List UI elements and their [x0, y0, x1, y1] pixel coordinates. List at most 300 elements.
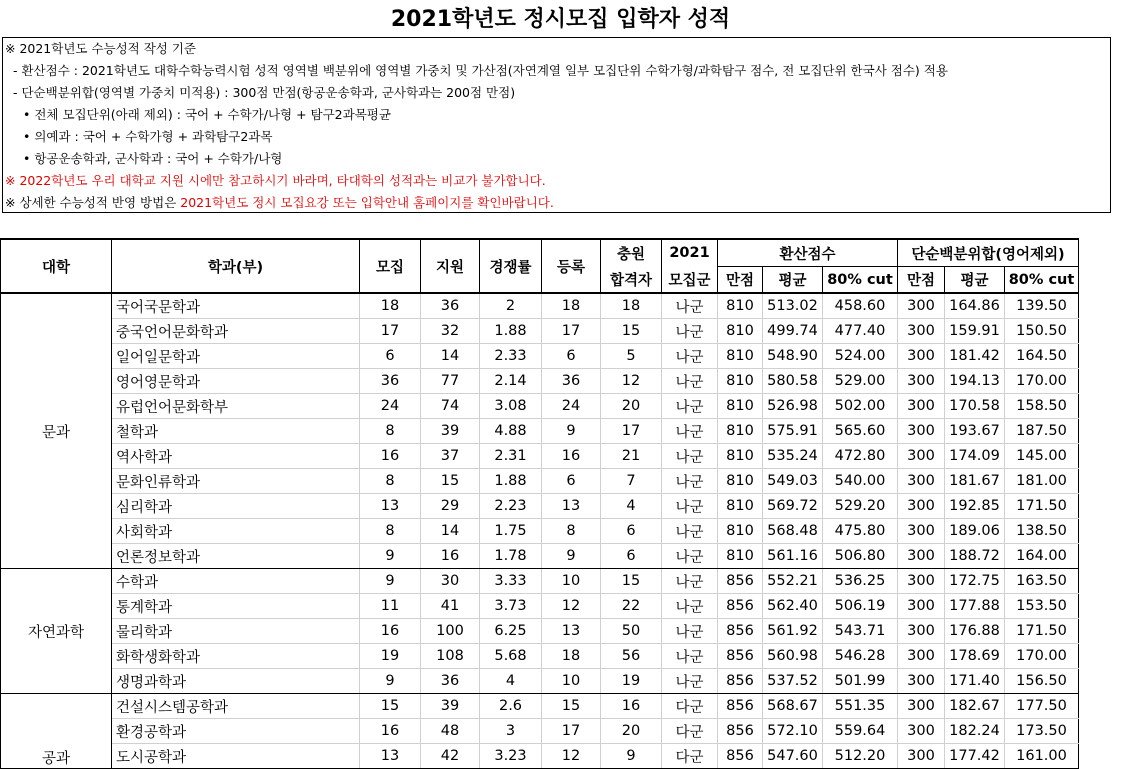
applicants-cell: 48	[421, 719, 480, 744]
converted-max-cell: 810	[718, 494, 763, 519]
percentile-cut-cell: 181.00	[1005, 469, 1079, 494]
percentile-avg-cell: 194.13	[945, 369, 1005, 394]
quota-cell: 24	[360, 394, 421, 419]
converted-max-cell: 810	[718, 319, 763, 344]
converted-max-cell: 856	[718, 744, 763, 769]
header-percentile-cut: 80% cut	[1005, 267, 1079, 294]
additional-cell: 50	[601, 619, 662, 644]
additional-cell: 19	[601, 669, 662, 694]
dept-cell: 일어일문학과	[112, 344, 360, 369]
ratio-cell: 2.23	[480, 494, 542, 519]
percentile-avg-cell: 182.24	[945, 719, 1005, 744]
additional-cell: 9	[601, 744, 662, 769]
percentile-avg-cell: 192.85	[945, 494, 1005, 519]
additional-cell: 20	[601, 394, 662, 419]
table-row	[1, 619, 1079, 644]
additional-cell: 15	[601, 319, 662, 344]
header-competition-ratio: 경쟁률	[480, 239, 542, 293]
table-row	[1, 519, 1079, 544]
percentile-max-cell: 300	[898, 719, 945, 744]
converted-avg-cell: 526.98	[763, 394, 823, 419]
converted-cut-cell: 565.60	[823, 419, 898, 444]
converted-max-cell: 856	[718, 569, 763, 594]
percentile-cut-cell: 171.50	[1005, 494, 1079, 519]
table-row	[1, 344, 1079, 369]
converted-avg-cell: 568.67	[763, 694, 823, 719]
ratio-cell: 3.08	[480, 394, 542, 419]
quota-cell: 16	[360, 719, 421, 744]
percentile-max-cell: 300	[898, 444, 945, 469]
percentile-max-cell: 300	[898, 419, 945, 444]
header-additional-bottom: 합격자	[601, 267, 662, 294]
percentile-cut-cell: 164.00	[1005, 544, 1079, 569]
converted-cut-cell: 524.00	[823, 344, 898, 369]
converted-max-cell: 810	[718, 293, 763, 319]
quota-cell: 18	[360, 293, 421, 319]
converted-avg-cell: 562.40	[763, 594, 823, 619]
percentile-avg-cell: 182.67	[945, 694, 1005, 719]
converted-cut-cell: 472.80	[823, 444, 898, 469]
ratio-cell: 2.6	[480, 694, 542, 719]
enrolled-cell: 6	[542, 469, 601, 494]
converted-avg-cell: 513.02	[763, 293, 823, 319]
header-department: 학과(부)	[112, 239, 360, 293]
applicants-cell: 39	[421, 419, 480, 444]
note-all-units: • 전체 모집단위(아래 제외) : 국어 + 수학가/나형 + 탐구2과목평균	[23, 107, 391, 122]
percentile-cut-cell: 164.50	[1005, 344, 1079, 369]
header-converted-avg: 평균	[763, 267, 823, 294]
table-row	[1, 494, 1079, 519]
additional-cell: 7	[601, 469, 662, 494]
group-cell: 나군	[662, 394, 718, 419]
percentile-cut-cell: 173.50	[1005, 719, 1079, 744]
dept-cell: 화학생화학과	[112, 644, 360, 669]
converted-max-cell: 810	[718, 519, 763, 544]
percentile-max-cell: 300	[898, 319, 945, 344]
group-cell: 나군	[662, 444, 718, 469]
converted-max-cell: 856	[718, 669, 763, 694]
applicants-cell: 30	[421, 569, 480, 594]
percentile-cut-cell: 170.00	[1005, 369, 1079, 394]
converted-cut-cell: 529.20	[823, 494, 898, 519]
quota-cell: 16	[360, 619, 421, 644]
converted-avg-cell: 535.24	[763, 444, 823, 469]
ratio-cell: 2.14	[480, 369, 542, 394]
dept-cell: 중국언어문화학과	[112, 319, 360, 344]
quota-cell: 8	[360, 419, 421, 444]
percentile-avg-cell: 172.75	[945, 569, 1005, 594]
converted-avg-cell: 569.72	[763, 494, 823, 519]
converted-max-cell: 810	[718, 469, 763, 494]
converted-avg-cell: 547.60	[763, 744, 823, 769]
percentile-max-cell: 300	[898, 369, 945, 394]
applicants-cell: 74	[421, 394, 480, 419]
applicants-cell: 15	[421, 469, 480, 494]
converted-max-cell: 810	[718, 419, 763, 444]
table-row	[1, 694, 1079, 719]
converted-cut-cell: 529.00	[823, 369, 898, 394]
group-cell: 나군	[662, 494, 718, 519]
dept-cell: 유럽언어문화학부	[112, 394, 360, 419]
converted-cut-cell: 512.20	[823, 744, 898, 769]
table-row	[1, 544, 1079, 569]
converted-cut-cell: 506.80	[823, 544, 898, 569]
percentile-max-cell: 300	[898, 494, 945, 519]
enrolled-cell: 16	[542, 444, 601, 469]
applicants-cell: 100	[421, 619, 480, 644]
percentile-max-cell: 300	[898, 594, 945, 619]
group-cell: 나군	[662, 469, 718, 494]
percentile-avg-cell: 177.88	[945, 594, 1005, 619]
percentile-avg-cell: 174.09	[945, 444, 1005, 469]
converted-cut-cell: 536.25	[823, 569, 898, 594]
group-cell: 나군	[662, 293, 718, 319]
note-warning: ※ 2022학년도 우리 대학교 지원 시에만 참고하시기 바라며, 타대학의 성적과는 비교가 불가합니다.	[5, 173, 546, 188]
enrolled-cell: 15	[542, 694, 601, 719]
converted-max-cell: 810	[718, 369, 763, 394]
additional-cell: 22	[601, 594, 662, 619]
enrolled-cell: 24	[542, 394, 601, 419]
percentile-cut-cell: 163.50	[1005, 569, 1079, 594]
table-row	[1, 469, 1079, 494]
group-cell: 다군	[662, 719, 718, 744]
applicants-cell: 14	[421, 344, 480, 369]
ratio-cell: 1.88	[480, 319, 542, 344]
dept-cell: 심리학과	[112, 494, 360, 519]
percentile-avg-cell: 176.88	[945, 619, 1005, 644]
quota-cell: 9	[360, 569, 421, 594]
percentile-avg-cell: 193.67	[945, 419, 1005, 444]
percentile-cut-cell: 139.50	[1005, 293, 1079, 319]
additional-cell: 56	[601, 644, 662, 669]
percentile-max-cell: 300	[898, 293, 945, 319]
converted-max-cell: 810	[718, 344, 763, 369]
converted-avg-cell: 561.16	[763, 544, 823, 569]
percentile-cut-cell: 170.00	[1005, 644, 1079, 669]
applicants-cell: 14	[421, 519, 480, 544]
percentile-cut-cell: 158.50	[1005, 394, 1079, 419]
enrolled-cell: 36	[542, 369, 601, 394]
converted-max-cell: 810	[718, 444, 763, 469]
enrolled-cell: 12	[542, 594, 601, 619]
converted-max-cell: 856	[718, 719, 763, 744]
percentile-cut-cell: 153.50	[1005, 594, 1079, 619]
enrolled-cell: 17	[542, 319, 601, 344]
header-enrolled: 등록	[542, 239, 601, 293]
table-row	[1, 569, 1079, 594]
percentile-max-cell: 300	[898, 669, 945, 694]
additional-cell: 5	[601, 344, 662, 369]
ratio-cell: 5.68	[480, 644, 542, 669]
applicants-cell: 16	[421, 544, 480, 569]
admission-score-table	[0, 238, 1079, 769]
group-cell: 나군	[662, 344, 718, 369]
quota-cell: 13	[360, 744, 421, 769]
additional-cell: 18	[601, 293, 662, 319]
enrolled-cell: 10	[542, 569, 601, 594]
college-cell-engineering: 공과	[1, 694, 112, 769]
note-details-prefix: ※ 상세한 수능성적 반영 방법은	[5, 195, 181, 210]
ratio-cell: 2.31	[480, 444, 542, 469]
dept-cell: 철학과	[112, 419, 360, 444]
notes-box	[2, 37, 1111, 213]
group-cell: 나군	[662, 669, 718, 694]
percentile-max-cell: 300	[898, 569, 945, 594]
percentile-cut-cell: 177.50	[1005, 694, 1079, 719]
header-converted-cut: 80% cut	[823, 267, 898, 294]
converted-cut-cell: 458.60	[823, 293, 898, 319]
dept-cell: 도시공학과	[112, 744, 360, 769]
percentile-avg-cell: 181.67	[945, 469, 1005, 494]
ratio-cell: 4.88	[480, 419, 542, 444]
college-cell-humanities: 문과	[1, 293, 112, 569]
converted-cut-cell: 502.00	[823, 394, 898, 419]
applicants-cell: 29	[421, 494, 480, 519]
converted-cut-cell: 546.28	[823, 644, 898, 669]
table-row	[1, 744, 1079, 769]
enrolled-cell: 9	[542, 544, 601, 569]
header-additional-top: 충원	[601, 239, 662, 267]
table-row	[1, 319, 1079, 344]
quota-cell: 15	[360, 694, 421, 719]
additional-cell: 4	[601, 494, 662, 519]
additional-cell: 6	[601, 544, 662, 569]
dept-cell: 사회학과	[112, 519, 360, 544]
additional-cell: 17	[601, 419, 662, 444]
header-percentile-max: 만점	[898, 267, 945, 294]
enrolled-cell: 8	[542, 519, 601, 544]
applicants-cell: 36	[421, 293, 480, 319]
enrolled-cell: 17	[542, 719, 601, 744]
percentile-avg-cell: 164.86	[945, 293, 1005, 319]
quota-cell: 11	[360, 594, 421, 619]
dept-cell: 문화인류학과	[112, 469, 360, 494]
percentile-max-cell: 300	[898, 619, 945, 644]
percentile-max-cell: 300	[898, 394, 945, 419]
dept-cell: 통계학과	[112, 594, 360, 619]
converted-avg-cell: 568.48	[763, 519, 823, 544]
percentile-avg-cell: 189.06	[945, 519, 1005, 544]
enrolled-cell: 6	[542, 344, 601, 369]
ratio-cell: 1.75	[480, 519, 542, 544]
percentile-avg-cell: 188.72	[945, 544, 1005, 569]
percentile-max-cell: 300	[898, 694, 945, 719]
percentile-cut-cell: 161.00	[1005, 744, 1079, 769]
percentile-cut-cell: 145.00	[1005, 444, 1079, 469]
converted-cut-cell: 551.35	[823, 694, 898, 719]
group-cell: 다군	[662, 694, 718, 719]
dept-cell: 수학과	[112, 569, 360, 594]
converted-max-cell: 856	[718, 694, 763, 719]
percentile-avg-cell: 170.58	[945, 394, 1005, 419]
group-cell: 다군	[662, 744, 718, 769]
header-quota: 모집	[360, 239, 421, 293]
converted-max-cell: 856	[718, 619, 763, 644]
converted-cut-cell: 540.00	[823, 469, 898, 494]
group-cell: 나군	[662, 419, 718, 444]
group-cell: 나군	[662, 594, 718, 619]
dept-cell: 역사학과	[112, 444, 360, 469]
converted-avg-cell: 499.74	[763, 319, 823, 344]
additional-cell: 15	[601, 569, 662, 594]
header-converted-score: 환산점수	[718, 239, 898, 267]
converted-avg-cell: 548.90	[763, 344, 823, 369]
percentile-cut-cell: 187.50	[1005, 419, 1079, 444]
table-row	[1, 669, 1079, 694]
converted-max-cell: 810	[718, 394, 763, 419]
applicants-cell: 108	[421, 644, 480, 669]
applicants-cell: 32	[421, 319, 480, 344]
enrolled-cell: 10	[542, 669, 601, 694]
note-percentile-sum: - 단순백분위합(영역별 가중치 미적용) : 300점 만점(항공운송학과, 군사학과는 200점 만점)	[13, 85, 516, 100]
applicants-cell: 39	[421, 694, 480, 719]
quota-cell: 16	[360, 444, 421, 469]
group-cell: 나군	[662, 519, 718, 544]
converted-avg-cell: 549.03	[763, 469, 823, 494]
group-cell: 나군	[662, 569, 718, 594]
percentile-avg-cell: 181.42	[945, 344, 1005, 369]
header-college: 대학	[1, 239, 112, 293]
enrolled-cell: 18	[542, 293, 601, 319]
applicants-cell: 41	[421, 594, 480, 619]
ratio-cell: 2	[480, 293, 542, 319]
percentile-max-cell: 300	[898, 344, 945, 369]
dept-cell: 언론정보학과	[112, 544, 360, 569]
header-percentile-sum: 단순백분위합(영어제외)	[898, 239, 1079, 267]
converted-avg-cell: 580.58	[763, 369, 823, 394]
quota-cell: 13	[360, 494, 421, 519]
table-row	[1, 394, 1079, 419]
converted-avg-cell: 537.52	[763, 669, 823, 694]
quota-cell: 8	[360, 519, 421, 544]
percentile-max-cell: 300	[898, 544, 945, 569]
table-row	[1, 293, 1079, 319]
group-cell: 나군	[662, 544, 718, 569]
group-cell: 나군	[662, 644, 718, 669]
table-body	[1, 293, 1079, 769]
ratio-cell: 1.78	[480, 544, 542, 569]
enrolled-cell: 12	[542, 744, 601, 769]
converted-cut-cell: 559.64	[823, 719, 898, 744]
quota-cell: 9	[360, 669, 421, 694]
applicants-cell: 42	[421, 744, 480, 769]
table-row	[1, 444, 1079, 469]
quota-cell: 9	[360, 544, 421, 569]
percentile-max-cell: 300	[898, 469, 945, 494]
additional-cell: 16	[601, 694, 662, 719]
percentile-avg-cell: 177.42	[945, 744, 1005, 769]
dept-cell: 국어국문학과	[112, 293, 360, 319]
percentile-cut-cell: 150.50	[1005, 319, 1079, 344]
additional-cell: 12	[601, 369, 662, 394]
applicants-cell: 37	[421, 444, 480, 469]
header-converted-max: 만점	[718, 267, 763, 294]
quota-cell: 17	[360, 319, 421, 344]
college-cell-science: 자연과학	[1, 569, 112, 694]
ratio-cell: 3.23	[480, 744, 542, 769]
group-cell: 나군	[662, 319, 718, 344]
dept-cell: 환경공학과	[112, 719, 360, 744]
note-details	[5, 192, 554, 214]
percentile-avg-cell: 178.69	[945, 644, 1005, 669]
table-row	[1, 419, 1079, 444]
enrolled-cell: 13	[542, 494, 601, 519]
percentile-max-cell: 300	[898, 519, 945, 544]
ratio-cell: 1.88	[480, 469, 542, 494]
percentile-cut-cell: 156.50	[1005, 669, 1079, 694]
note-medicine: • 의예과 : 국어 + 수학가형 + 과학탐구2과목	[23, 129, 273, 144]
sheet-title: 2021학년도 정시모집 입학자 성적	[390, 7, 731, 32]
header-group-top: 2021	[662, 239, 718, 267]
converted-cut-cell: 501.99	[823, 669, 898, 694]
enrolled-cell: 13	[542, 619, 601, 644]
percentile-max-cell: 300	[898, 644, 945, 669]
dept-cell: 건설시스템공학과	[112, 694, 360, 719]
converted-cut-cell: 475.80	[823, 519, 898, 544]
ratio-cell: 6.25	[480, 619, 542, 644]
ratio-cell: 3	[480, 719, 542, 744]
converted-cut-cell: 506.19	[823, 594, 898, 619]
converted-avg-cell: 560.98	[763, 644, 823, 669]
percentile-avg-cell: 159.91	[945, 319, 1005, 344]
converted-max-cell: 856	[718, 644, 763, 669]
converted-cut-cell: 477.40	[823, 319, 898, 344]
header-percentile-avg: 평균	[945, 267, 1005, 294]
percentile-max-cell: 300	[898, 744, 945, 769]
table-row	[1, 594, 1079, 619]
quota-cell: 36	[360, 369, 421, 394]
dept-cell: 물리학과	[112, 619, 360, 644]
header-applicants: 지원	[421, 239, 480, 293]
table-row	[1, 719, 1079, 744]
converted-max-cell: 810	[718, 544, 763, 569]
applicants-cell: 36	[421, 669, 480, 694]
converted-cut-cell: 543.71	[823, 619, 898, 644]
table-row	[1, 644, 1079, 669]
additional-cell: 20	[601, 719, 662, 744]
group-cell: 나군	[662, 619, 718, 644]
converted-avg-cell: 552.21	[763, 569, 823, 594]
additional-cell: 6	[601, 519, 662, 544]
applicants-cell: 77	[421, 369, 480, 394]
converted-avg-cell: 561.92	[763, 619, 823, 644]
converted-max-cell: 856	[718, 594, 763, 619]
group-cell: 나군	[662, 369, 718, 394]
enrolled-cell: 18	[542, 644, 601, 669]
note-converted-score: - 환산점수 : 2021학년도 대학수학능력시험 성적 영역별 백분위에 영역별 가중치 및 가산점(자연계열 일부 모집단위 수학가형/과학탐구 점수, 전 모집단위 한국사 점수) 적용	[13, 63, 948, 78]
dept-cell: 영어영문학과	[112, 369, 360, 394]
additional-cell: 21	[601, 444, 662, 469]
ratio-cell: 2.33	[480, 344, 542, 369]
converted-avg-cell: 575.91	[763, 419, 823, 444]
converted-avg-cell: 572.10	[763, 719, 823, 744]
header-group-bottom: 모집군	[662, 267, 718, 294]
ratio-cell: 3.33	[480, 569, 542, 594]
quota-cell: 19	[360, 644, 421, 669]
note-aviation-military: • 항공운송학과, 군사학과 : 국어 + 수학가/나형	[23, 151, 283, 166]
percentile-cut-cell: 171.50	[1005, 619, 1079, 644]
quota-cell: 6	[360, 344, 421, 369]
table-row	[1, 369, 1079, 394]
percentile-cut-cell: 138.50	[1005, 519, 1079, 544]
note-criteria-heading: ※ 2021학년도 수능성적 작성 기준	[5, 41, 197, 56]
dept-cell: 생명과학과	[112, 669, 360, 694]
enrolled-cell: 9	[542, 419, 601, 444]
quota-cell: 8	[360, 469, 421, 494]
note-details-link-text: 2021학년도 정시 모집요강 또는 입학안내 홈페이지를 확인바랍니다.	[180, 195, 554, 210]
ratio-cell: 4	[480, 669, 542, 694]
percentile-avg-cell: 171.40	[945, 669, 1005, 694]
